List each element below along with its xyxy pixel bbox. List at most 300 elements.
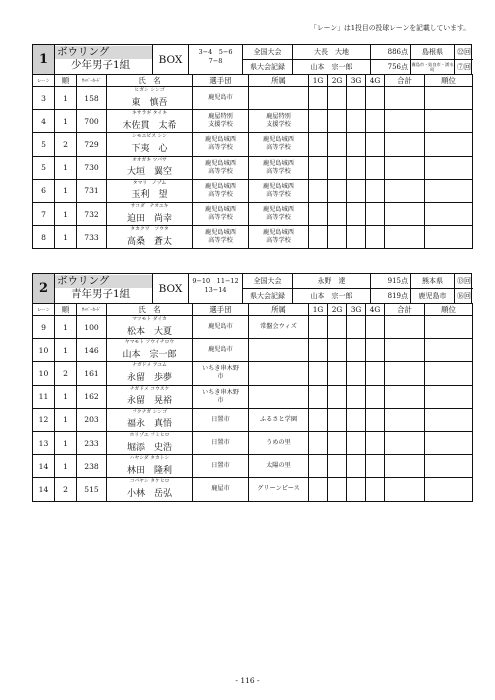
name-kana: タマリ ノゾム: [132, 180, 167, 186]
serial-cell: 729: [77, 133, 107, 156]
game3-cell[interactable]: [347, 316, 366, 339]
column-header-team: 選手団: [193, 75, 249, 87]
game1-cell[interactable]: [309, 226, 328, 249]
box-label: BOX: [153, 274, 189, 303]
game3-cell[interactable]: [347, 478, 366, 501]
table-row: [33, 110, 473, 133]
game4-cell[interactable]: [366, 431, 385, 454]
group-block-2: [32, 273, 472, 502]
national-record-label: 全国大会: [243, 274, 292, 289]
name-cell: [107, 316, 193, 339]
affiliation-cell: [249, 316, 309, 339]
game2-cell[interactable]: [328, 316, 347, 339]
team-cell: [193, 87, 249, 110]
affiliation-line: 支援学校: [266, 121, 291, 129]
order-cell: 1: [55, 156, 77, 179]
prefecture-record-edition: ⑦回: [457, 62, 471, 71]
record-holders: [293, 274, 371, 303]
column-header-affiliation: 所属: [249, 75, 309, 87]
rank-cell[interactable]: [425, 431, 473, 454]
game3-cell[interactable]: [347, 87, 366, 110]
game1-cell[interactable]: [309, 202, 328, 225]
game3-cell[interactable]: [347, 339, 366, 362]
order-cell: 1: [55, 385, 77, 408]
name-kana: シモエビス シン: [132, 134, 167, 140]
lane-cell: 5: [33, 156, 55, 179]
total-cell[interactable]: [385, 339, 425, 362]
game4-cell[interactable]: [366, 478, 385, 501]
team-line: 鹿児島城西: [205, 229, 236, 237]
name-cell: [107, 202, 193, 225]
total-cell[interactable]: [385, 455, 425, 478]
class-name: 少年男子1組: [71, 59, 131, 71]
national-record-score: 886点: [371, 45, 410, 60]
game2-cell[interactable]: [328, 179, 347, 202]
order-cell: 2: [55, 133, 77, 156]
record-places: [411, 45, 455, 74]
table-row: [33, 339, 473, 362]
rank-cell[interactable]: [425, 455, 473, 478]
team-line: 鹿児島市: [208, 323, 233, 331]
name-kanji: 東 慎吾: [131, 97, 168, 108]
rank-cell[interactable]: [425, 408, 473, 431]
column-header-order: 順: [55, 304, 77, 316]
serial-cell: 161: [77, 362, 107, 385]
team-cell: [193, 316, 249, 339]
team-line: 日置市: [211, 439, 230, 447]
name-kana: フクナガ シンゴ: [132, 409, 167, 415]
name-cell: [107, 408, 193, 431]
total-cell[interactable]: [385, 110, 425, 133]
group-title: [55, 274, 153, 303]
total-cell[interactable]: [385, 133, 425, 156]
affiliation-line: 高等学校: [266, 237, 291, 245]
lane-cell: 11: [33, 385, 55, 408]
serial-cell: 700: [77, 110, 107, 133]
affiliation-line: グリーンピース: [257, 485, 300, 493]
name-kanji: 小林 岳弘: [126, 488, 172, 499]
game4-cell[interactable]: [366, 156, 385, 179]
total-cell[interactable]: [385, 156, 425, 179]
name-kanji: 迫田 尚幸: [126, 213, 172, 224]
name-kanji: 山本 宗一郎: [122, 349, 177, 360]
column-header-g4: 4G: [366, 304, 385, 316]
group-header: [32, 44, 472, 74]
game4-cell[interactable]: [366, 110, 385, 133]
column-header-lane: レーン: [33, 75, 55, 87]
name-cell: [107, 339, 193, 362]
prefecture-record-score: 756点: [387, 62, 408, 71]
affiliation-cell: [249, 202, 309, 225]
team-line: 高等学校: [208, 190, 233, 198]
affiliation-cell: [249, 408, 309, 431]
table-row: [33, 87, 473, 110]
game2-cell[interactable]: [328, 408, 347, 431]
team-line: いちき串木野: [201, 388, 240, 396]
affiliation-cell: [249, 87, 309, 110]
game3-cell[interactable]: [347, 385, 366, 408]
affiliation-cell: [249, 339, 309, 362]
results-table: [32, 303, 473, 502]
name-kana: タカクワ ソウタ: [130, 227, 169, 233]
prefecture-record-holder: 山本 宗一郎: [310, 291, 353, 300]
order-cell: 1: [55, 339, 77, 362]
team-line: 鹿屋特別: [208, 113, 233, 121]
serial-cell: 146: [77, 339, 107, 362]
total-cell[interactable]: [385, 226, 425, 249]
game1-cell[interactable]: [309, 478, 328, 501]
game4-cell[interactable]: [366, 455, 385, 478]
national-record-edition: ㉒回: [455, 45, 473, 60]
game4-cell[interactable]: [366, 385, 385, 408]
column-header-serial: ｻｯﾊﾞｰｶｰﾄﾞ: [77, 304, 107, 316]
box-label: BOX: [153, 45, 189, 74]
table-row: [33, 362, 473, 385]
order-cell: 1: [55, 316, 77, 339]
name-kanji: 永留 歩夢: [126, 372, 172, 383]
national-record-holder: 永野 達: [293, 274, 370, 289]
team-cell: [193, 385, 249, 408]
affiliation-line: 高等学校: [266, 214, 291, 222]
table-row: [33, 408, 473, 431]
column-header-g2: 2G: [328, 304, 347, 316]
game1-cell[interactable]: [309, 316, 328, 339]
prefecture-record-place: 霧島市・姶良市・湧水町: [411, 61, 454, 72]
total-cell[interactable]: [385, 478, 425, 501]
game3-cell[interactable]: [347, 156, 366, 179]
event-name: ボウリング: [55, 275, 152, 288]
lane-cell: 14: [33, 455, 55, 478]
rank-cell[interactable]: [425, 133, 473, 156]
rank-cell[interactable]: [425, 110, 473, 133]
total-cell[interactable]: [385, 408, 425, 431]
class-name: 青年男子1組: [71, 288, 131, 300]
name-kana: ヤマモト ソウイチロウ: [124, 340, 175, 346]
game2-cell[interactable]: [328, 110, 347, 133]
name-kana: サコダ ナオユキ: [130, 203, 169, 209]
team-line: 市: [217, 373, 224, 381]
rank-cell[interactable]: [425, 202, 473, 225]
order-cell: 1: [55, 408, 77, 431]
group-title: [55, 45, 153, 74]
game3-cell[interactable]: [347, 431, 366, 454]
table-row: [33, 202, 473, 225]
name-kana: ナガドメ コウスケ: [129, 386, 170, 392]
serial-cell: 203: [77, 408, 107, 431]
order-cell: 1: [55, 87, 77, 110]
national-record-score: 915点: [371, 274, 410, 289]
name-cell: [107, 87, 193, 110]
column-header-serial: ｻｯﾊﾞｰｶｰﾄﾞ: [77, 75, 107, 87]
rank-cell[interactable]: [425, 156, 473, 179]
affiliation-line: 鹿児島城西: [263, 136, 294, 144]
team-cell: [193, 156, 249, 179]
column-header-name: 氏 名: [107, 75, 193, 87]
name-kanji: 玉利 望: [131, 190, 168, 201]
name-kanji: 木佐貫 太希: [122, 120, 177, 131]
team-line: 支援学校: [208, 121, 233, 129]
team-line: 鹿児島城西: [205, 159, 236, 167]
game3-cell[interactable]: [347, 133, 366, 156]
total-cell[interactable]: [385, 431, 425, 454]
team-cell: [193, 133, 249, 156]
rank-cell[interactable]: [425, 385, 473, 408]
column-header-team: 選手団: [193, 304, 249, 316]
team-line: いちき串木野: [201, 365, 240, 373]
record-editions: [455, 274, 473, 303]
serial-cell: 100: [77, 316, 107, 339]
name-kana: マツモト ダイカ: [132, 317, 167, 322]
table-row: [33, 226, 473, 249]
record-labels: [243, 45, 293, 74]
team-cell: [193, 202, 249, 225]
table-header-row: [33, 304, 473, 316]
table-row: [33, 316, 473, 339]
game1-cell[interactable]: [309, 179, 328, 202]
national-record-holder: 大長 大地: [293, 45, 370, 60]
table-row: [33, 179, 473, 202]
order-cell: 1: [55, 179, 77, 202]
serial-cell: 732: [77, 202, 107, 225]
record-labels: [243, 274, 293, 303]
lane-cell: 10: [33, 339, 55, 362]
team-cell: [193, 226, 249, 249]
lane-cell: 5: [33, 133, 55, 156]
game1-cell[interactable]: [309, 133, 328, 156]
game1-cell[interactable]: [309, 362, 328, 385]
name-kanji: 高桑 蒼太: [126, 236, 172, 247]
name-kanji: 林田 隆利: [126, 465, 172, 476]
game4-cell[interactable]: [366, 408, 385, 431]
game2-cell[interactable]: [328, 339, 347, 362]
game4-cell[interactable]: [366, 339, 385, 362]
order-cell: 1: [55, 226, 77, 249]
rank-cell[interactable]: [425, 179, 473, 202]
team-line: 鹿児島城西: [205, 136, 236, 144]
affiliation-cell: [249, 362, 309, 385]
team-line: 鹿屋市: [211, 485, 230, 493]
name-cell: [107, 385, 193, 408]
game1-cell[interactable]: [309, 431, 328, 454]
national-record-label: 全国大会: [243, 45, 292, 60]
game2-cell[interactable]: [328, 431, 347, 454]
affiliation-cell: [249, 226, 309, 249]
affiliation-line: うめの里: [266, 439, 291, 447]
column-header-g3: 3G: [347, 304, 366, 316]
team-cell: [193, 179, 249, 202]
name-kanji: 大垣 翼空: [126, 167, 172, 178]
name-kanji: 永留 晃裕: [126, 396, 172, 407]
national-record-edition: ⑬回: [455, 274, 473, 289]
lane-cell: 9: [33, 316, 55, 339]
serial-cell: 731: [77, 179, 107, 202]
game2-cell[interactable]: [328, 202, 347, 225]
team-line: 日置市: [211, 415, 230, 423]
game2-cell[interactable]: [328, 362, 347, 385]
affiliation-line: 高等学校: [266, 190, 291, 198]
group-header: [32, 273, 472, 303]
total-cell[interactable]: [385, 87, 425, 110]
name-kanji: 松本 大夏: [126, 326, 172, 337]
column-header-g1: 1G: [309, 304, 328, 316]
record-editions: [455, 45, 473, 74]
game3-cell[interactable]: [347, 362, 366, 385]
affiliation-line: ふるさと学園: [259, 415, 298, 423]
game2-cell[interactable]: [328, 226, 347, 249]
name-kana: オオガキ ツバサ: [132, 157, 167, 163]
order-cell: 1: [55, 431, 77, 454]
affiliation-cell: [249, 110, 309, 133]
affiliation-line: 高等学校: [266, 167, 291, 175]
rank-cell[interactable]: [425, 339, 473, 362]
total-cell[interactable]: [385, 202, 425, 225]
name-kana: コバヤシ タケヒロ: [129, 479, 170, 485]
serial-cell: 515: [77, 478, 107, 501]
column-header-rank: 順位: [425, 75, 473, 87]
prefecture-record-edition: ⑯回: [457, 291, 471, 300]
record-scores: [371, 45, 411, 74]
box-lanes: 9−10 11−12 13−14: [189, 274, 243, 303]
team-line: 鹿児島城西: [205, 182, 236, 190]
game1-cell[interactable]: [309, 385, 328, 408]
table-row: [33, 133, 473, 156]
team-line: 高等学校: [208, 167, 233, 175]
rank-cell[interactable]: [425, 316, 473, 339]
team-cell: [193, 362, 249, 385]
column-header-g2: 2G: [328, 75, 347, 87]
game4-cell[interactable]: [366, 87, 385, 110]
total-cell[interactable]: [385, 179, 425, 202]
affiliation-cell: [249, 385, 309, 408]
lane-cell: 12: [33, 408, 55, 431]
team-line: 高等学校: [208, 144, 233, 152]
game4-cell[interactable]: [366, 316, 385, 339]
game2-cell[interactable]: [328, 87, 347, 110]
lane-cell: 4: [33, 110, 55, 133]
game1-cell[interactable]: [309, 110, 328, 133]
affiliation-cell: [249, 156, 309, 179]
name-kana: ホリゾエ フミヒロ: [129, 432, 170, 438]
name-cell: [107, 133, 193, 156]
lane-cell: 8: [33, 226, 55, 249]
serial-cell: 733: [77, 226, 107, 249]
lane-cell: 7: [33, 202, 55, 225]
column-header-order: 順: [55, 75, 77, 87]
affiliation-line: 太陽の里: [266, 462, 291, 470]
game3-cell[interactable]: [347, 455, 366, 478]
total-cell[interactable]: [385, 385, 425, 408]
event-name: ボウリング: [55, 46, 152, 59]
name-cell: [107, 362, 193, 385]
name-cell: [107, 455, 193, 478]
team-line: 鹿児島市: [208, 94, 233, 102]
box-lanes: 3−4 5−6 7−8: [189, 45, 243, 74]
game2-cell[interactable]: [328, 478, 347, 501]
order-cell: 1: [55, 202, 77, 225]
team-cell: [193, 339, 249, 362]
rank-cell[interactable]: [425, 362, 473, 385]
game4-cell[interactable]: [366, 133, 385, 156]
game1-cell[interactable]: [309, 408, 328, 431]
national-record-prefecture: 熊本県: [411, 274, 454, 289]
game1-cell[interactable]: [309, 455, 328, 478]
game1-cell[interactable]: [309, 156, 328, 179]
game4-cell[interactable]: [366, 362, 385, 385]
column-header-rank: 順位: [425, 304, 473, 316]
team-line: 市: [217, 396, 224, 404]
column-header-name: 氏 名: [107, 304, 193, 316]
results-table: [32, 74, 473, 249]
order-cell: 2: [55, 362, 77, 385]
table-row: [33, 478, 473, 501]
table-row: [33, 156, 473, 179]
game2-cell[interactable]: [328, 455, 347, 478]
game2-cell[interactable]: [328, 133, 347, 156]
affiliation-line: 常盤会ウィズ: [260, 323, 297, 331]
affiliation-line: 鹿児島城西: [263, 206, 294, 214]
table-row: [33, 455, 473, 478]
team-cell: [193, 478, 249, 501]
team-cell: [193, 431, 249, 454]
column-header-total: 合計: [385, 75, 425, 87]
name-kanji: 下夷 心: [131, 143, 168, 154]
column-header-g1: 1G: [309, 75, 328, 87]
game3-cell[interactable]: [347, 408, 366, 431]
game2-cell[interactable]: [328, 156, 347, 179]
table-header-row: [33, 75, 473, 87]
lane-note: 「レーン」は1投目の投球レーンを記載しています。: [310, 24, 470, 32]
column-header-g3: 3G: [347, 75, 366, 87]
column-header-affiliation: 所属: [249, 304, 309, 316]
order-cell: 1: [55, 455, 77, 478]
game3-cell[interactable]: [347, 202, 366, 225]
record-scores: [371, 274, 411, 303]
group-number: 1: [33, 45, 55, 74]
prefecture-record-place: 鹿児島市: [418, 291, 447, 300]
game1-cell[interactable]: [309, 339, 328, 362]
name-cell: [107, 478, 193, 501]
affiliation-cell: [249, 431, 309, 454]
affiliation-cell: [249, 455, 309, 478]
game4-cell[interactable]: [366, 202, 385, 225]
name-kanji: 福永 真悟: [126, 419, 172, 430]
rank-cell[interactable]: [425, 87, 473, 110]
serial-cell: 158: [77, 87, 107, 110]
total-cell[interactable]: [385, 362, 425, 385]
column-header-g4: 4G: [366, 75, 385, 87]
serial-cell: 233: [77, 431, 107, 454]
team-cell: [193, 408, 249, 431]
game4-cell[interactable]: [366, 179, 385, 202]
game3-cell[interactable]: [347, 226, 366, 249]
column-header-total: 合計: [385, 304, 425, 316]
rank-cell[interactable]: [425, 226, 473, 249]
game2-cell[interactable]: [328, 385, 347, 408]
total-cell[interactable]: [385, 316, 425, 339]
rank-cell[interactable]: [425, 478, 473, 501]
lane-cell: 10: [33, 362, 55, 385]
record-holders: [293, 45, 371, 74]
game4-cell[interactable]: [366, 226, 385, 249]
prefecture-record-score: 819点: [387, 291, 408, 300]
game3-cell[interactable]: [347, 179, 366, 202]
affiliation-cell: [249, 478, 309, 501]
name-kana: ナガドメ アユム: [132, 363, 167, 369]
name-cell: [107, 156, 193, 179]
game3-cell[interactable]: [347, 110, 366, 133]
column-header-lane: レーン: [33, 304, 55, 316]
game1-cell[interactable]: [309, 87, 328, 110]
